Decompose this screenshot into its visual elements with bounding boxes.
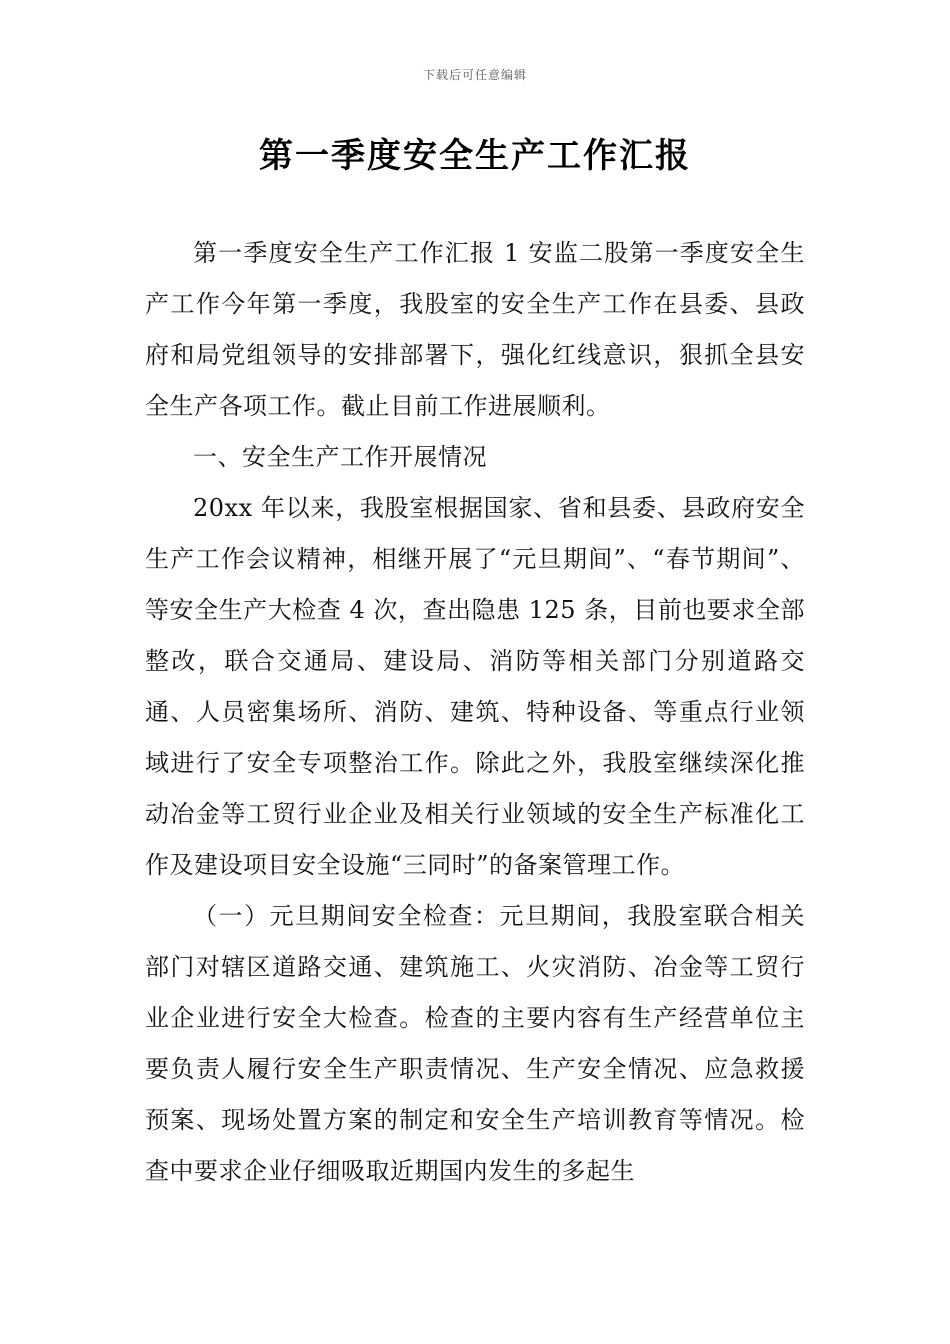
paragraph-intro: 第一季度安全生产工作汇报 1 安监二股第一季度安全生产工作今年第一季度，我股室的安全生产工作在县委、县政府和局党组领导的安排部署下，强化红线意识，狠抓全县安全生产各项工作。截止目前工作进展顺利。: [145, 239, 805, 420]
paragraph-new-year-inspection: （一）元旦期间安全检查：元旦期间，我股室联合相关部门对辖区道路交通、建筑施工、火灾消防、冶金等工贸行业企业进行安全大检查。检查的主要内容有生产经营单位主要负责人履行安全生产职责情况、生产安全情况、应急救援预案、现场处置方案的制定和安全生产培训教育等情况。检查中要求企业仔细吸取近期国内发生的多起生: [145, 902, 805, 1185]
paragraph-overview: 20xx 年以来，我股室根据国家、省和县委、县政府安全生产工作会议精神，相继开展了“元旦期间”、“春节期间”、等安全生产大检查 4 次，查出隐患 125 条，目前也要求全部整改，联合交通局、建设局、消防等相关部门分别道路交通、人员密集场所、消防、建筑、特种设备、等重点行业领域进行了安全专项整治工作。除此之外，我股室继续深化推动冶金等工贸行业企业及相关行业领域的安全生产标准化工作及建设项目安全设施“三同时”的备案管理工作。: [145, 494, 805, 879]
document-title: 第一季度安全生产工作汇报: [259, 136, 691, 176]
section-heading-1: 一、安全生产工作开展情况: [193, 443, 487, 471]
header-note: 下载后可任意编辑: [422, 68, 527, 82]
document-body: [145, 228, 805, 1197]
